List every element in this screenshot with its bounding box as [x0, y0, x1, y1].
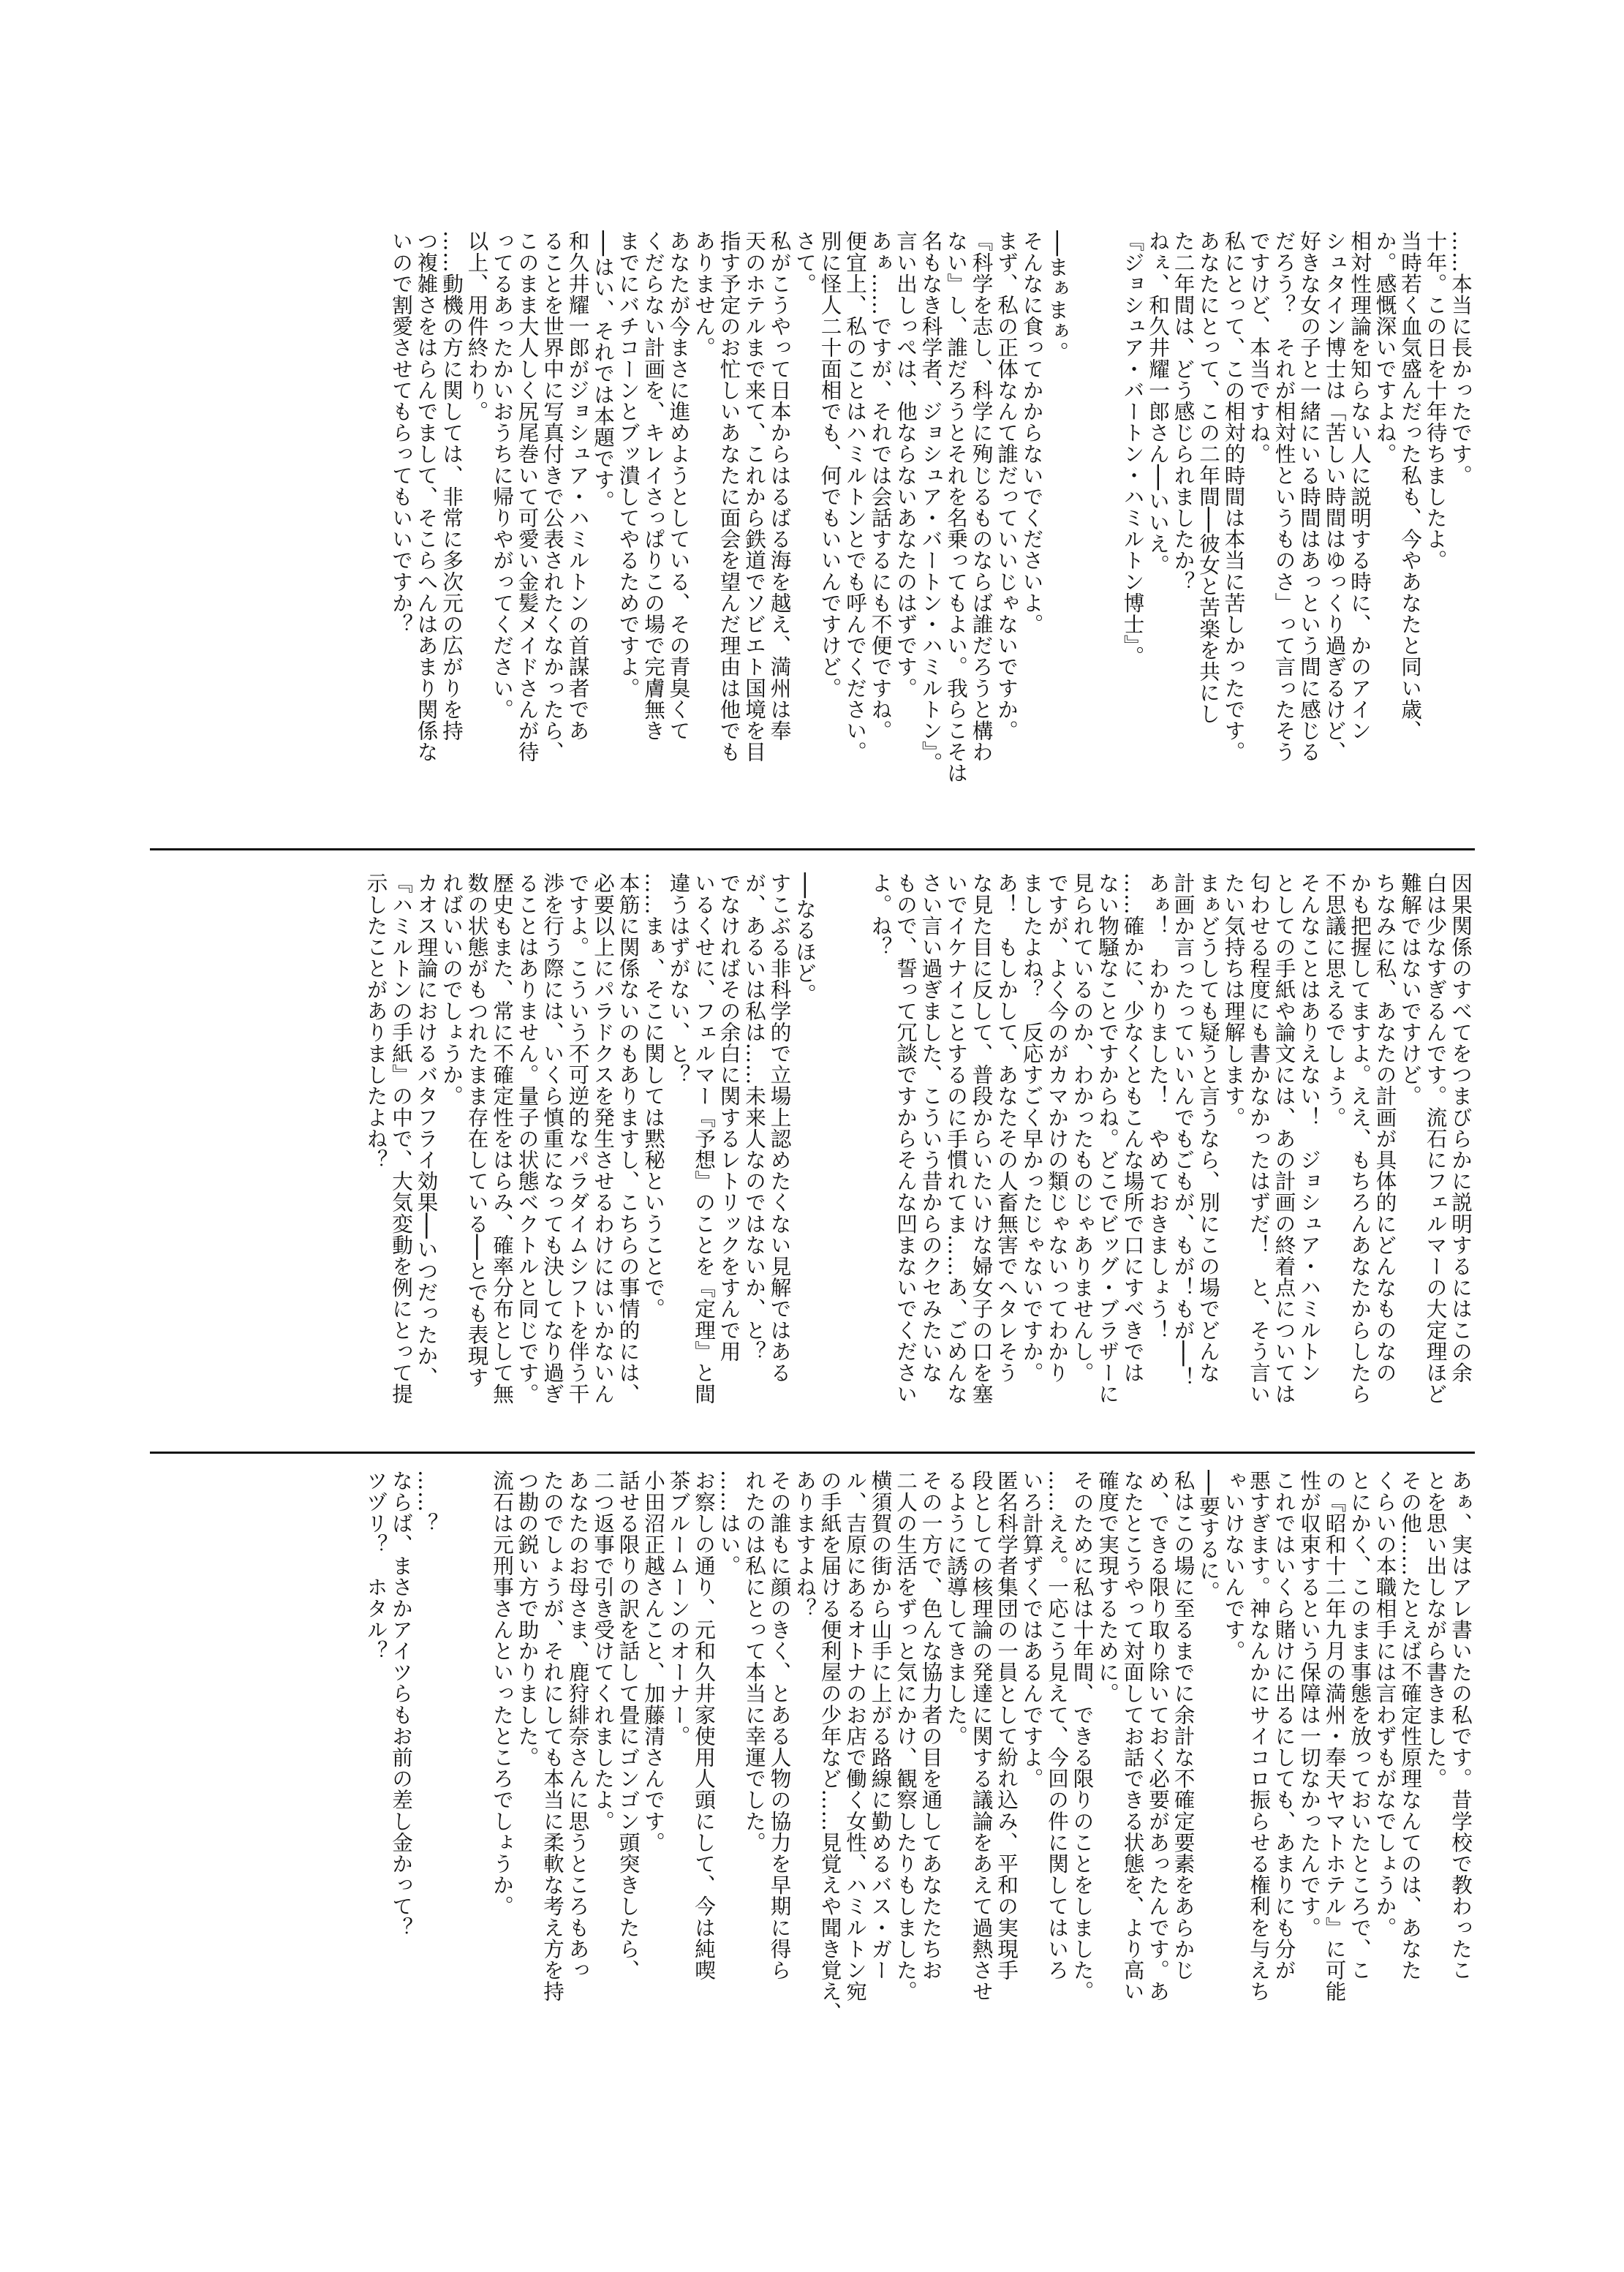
text-line: 匂わせる程度にも書かなかったはずだ！ と、そう言い — [1247, 872, 1272, 1405]
text-line: ってるあったかいおうちに帰りやがってください。 — [490, 230, 515, 720]
text-block-3 — [150, 1470, 1473, 2037]
text-line: でなければその余白に関するレトリックをすんで用 — [717, 872, 742, 1362]
text-line: 匿名科学者集団の一員として紛れ込み、平和の実現手 — [994, 1470, 1019, 1981]
text-line: かも把握してますよ。ええ、もちろんあなたからしたら — [1348, 872, 1372, 1405]
text-line: これではいくら賭けに出るにしても、あまりにも分が — [1272, 1470, 1297, 1981]
text-line — [439, 1470, 465, 2037]
text-line: 好きな女の子と一緒にいる時間はあっという間に感じる — [1297, 230, 1322, 763]
text-line: ……動機の方に関しては、非常に多次元の広がりを持 — [439, 230, 464, 741]
text-line: いるくせに、フェルマー『予想』のことを『定理』と間 — [692, 872, 717, 1405]
text-line: 確度で実現するために。 — [1095, 1470, 1120, 1705]
text-line: その誰もに顔のきく、とある人物の協力を早期に得ら — [767, 1470, 793, 1981]
text-line: ……確かに、少なくともこんな場所で口にすべきでは — [1120, 872, 1146, 1384]
text-line: 指す予定のお忙しいあなたに面会を望んだ理由は他でも — [717, 230, 742, 763]
text-line: ねぇ、和久井耀一郎さん──いいえ。 — [1146, 230, 1171, 575]
text-line: 示したことがありましたよね？ — [363, 872, 389, 1171]
text-line: が、あるいは私は……未来人なのではないか、と？ — [742, 872, 767, 1362]
text-line: 難解ではないですけど。 — [1398, 872, 1423, 1107]
text-line: 名もなき科学者、ジョシュア・バートン・ハミルトン』。 — [918, 230, 944, 774]
text-line: ることを世界中に写真付きで公表されたくなかったら、 — [540, 230, 565, 763]
text-line: 計画か言ったっていいんでもごもが、もが！もが──！ — [1171, 872, 1196, 1388]
text-line: その他……たとえば不確定性原理なんてのは、あなた — [1398, 1470, 1423, 1981]
text-line: 流石は元刑事さんといったところでしょうか。 — [490, 1470, 515, 1917]
text-line: いので割愛させてもらってもいいですか？ — [389, 230, 414, 635]
text-line: お察しの通り、元和久井家使用人頭にして、今は純喫 — [692, 1470, 717, 1981]
text-line: れたのは私にとって本当に幸運でした。 — [742, 1470, 767, 1853]
text-line: たのでしょうが、それにしても本当に柔軟な考え方を持 — [540, 1470, 565, 2002]
text-line: ……まぁ、そこに関しては黙秘ということで。 — [641, 872, 666, 1320]
text-line: とにかく、このまま事態を放っておいたところで、こ — [1348, 1470, 1372, 1981]
text-line: くらいの本職相手には言わずもがなでしょうか。 — [1372, 1470, 1398, 1939]
text-line: ツヅリ？ ホタル？ — [363, 1470, 389, 1661]
text-line: 私はこの場に至るまでに余計な不確定要素をあらかじ — [1171, 1470, 1196, 1981]
text-line: 和久井耀一郎がジョシュア・ハミルトンの首謀者であ — [565, 230, 591, 741]
text-line: 話せる限りの訳を話して畳にゴンゴン頭突きしたら、 — [616, 1470, 641, 1981]
text-line: このまま大人しく尻尾巻いて可愛い金髪メイドさんが待 — [515, 230, 540, 763]
text-line: そのために私は十年間、できる限りのことをしました。 — [1070, 1470, 1095, 2002]
text-line: あぁ、実はアレ書いたの私です。昔学校で教わったこ — [1449, 1470, 1473, 1981]
text-line: るように誘導してきました。 — [944, 1470, 969, 1747]
text-line: 別に怪人二十面相でも、何でもいいんですけど。 — [817, 230, 843, 699]
text-line: ありません。 — [692, 230, 717, 358]
text-line: 二つ返事で引き受けてくれましたよ。 — [591, 1470, 616, 1832]
text-line: あぁ……ですが、それでは会話するにも不便ですね。 — [868, 230, 894, 741]
text-line: 『ハミルトンの手紙』の中で、大気変動を例にとって提 — [389, 872, 414, 1405]
text-line: だろう？ それが相対性というものさ」って言ったそう — [1272, 230, 1297, 763]
text-line: ることはありません。量子の状態ベクトルと同じです。 — [515, 872, 540, 1405]
text-line: ──まぁまぁ。 — [1045, 230, 1070, 363]
text-line: あなたが今まさに進めようとしている、その青臭くて — [666, 230, 692, 741]
text-line: か。感慨深いですよね。 — [1372, 230, 1398, 465]
text-line: 私がこうやって日本からはるばる海を越え、満州は奉 — [767, 230, 793, 741]
text-line: さて。 — [793, 230, 817, 295]
text-line: 相対性理論を知らない人に説明する時に、かのアイン — [1348, 230, 1372, 741]
text-line: ましたよね？ 反応すごく早かったじゃないですか。 — [1019, 872, 1045, 1384]
text-line: まぁどうしても疑うと言うなら、別にこの場でどんな — [1196, 872, 1221, 1384]
text-block-2 — [150, 872, 1473, 1435]
text-line: あなたのお母さま、鹿狩緋奈さんに思うところもあっ — [565, 1470, 591, 1981]
text-line: まず、私の正体なんて誰だっていいじゃないですか。 — [994, 230, 1019, 741]
text-line: 『ジョシュア・バートン・ハミルトン博士』。 — [1120, 230, 1146, 667]
section-divider — [150, 1452, 1475, 1454]
text-line: 言い出しっぺは、他ならないあなたのはずです。 — [894, 230, 918, 699]
text-line: ……はい。 — [717, 1470, 742, 1577]
text-line: シュタイン博士は「苦しい時間はゆっくり過ぎるけど、 — [1322, 230, 1348, 763]
text-line: 二人の生活をずっと気にかけ、観察したりもしました。 — [894, 1470, 918, 2002]
text-line: 見られているのか、わかったものじゃありませんし。 — [1070, 872, 1095, 1384]
text-line: 必要以上にパラドクスを発生させるわけにはいかないん — [591, 872, 616, 1405]
text-line: 白は少なすぎるんです。流石にフェルマーの大定理ほど — [1423, 872, 1449, 1405]
text-line — [1095, 230, 1121, 793]
text-line: た二年間は、どう感じられましたか？ — [1171, 230, 1196, 592]
text-line: ならば、まさかアイツらもお前の差し金かって？ — [389, 1470, 414, 1939]
text-line: いでイケナイことするのに手慣れてま……あ、ごめんな — [944, 872, 969, 1405]
text-line: 因果関係のすべてをつまびらかに説明するにはこの余 — [1449, 872, 1473, 1384]
text-line: の手紙を届ける便利屋の少年など……見覚えや聞き覚え、 — [817, 1470, 843, 2023]
text-line: 天のホテルまで来て、これから鉄道でソビエト国境を目 — [742, 230, 767, 763]
text-line: ですけど、本当ですね。 — [1247, 230, 1272, 465]
text-line: ありますよね？ — [793, 1470, 817, 1619]
text-line — [464, 1470, 490, 2037]
text-line: め、できる限り取り除いておく必要があったんです。あ — [1146, 1470, 1171, 2002]
text-line: 私にとって、この相対的時間は本当に苦しかったです。 — [1221, 230, 1247, 763]
text-line: 数の状態がもつれたまま存在している──とでも表現す — [464, 872, 490, 1388]
text-line: いろ計算ずくではあるんですよ。 — [1019, 1470, 1045, 1789]
text-line: なたとこうやって対面してお話できる状態を、より高い — [1120, 1470, 1146, 2002]
text-line: ──なるほど。 — [793, 872, 817, 1005]
text-line: ちなみに私、あなたの計画が具体的にどんなものなの — [1372, 872, 1398, 1384]
text-line: 性が収束するという保障は一切なかったんです。 — [1297, 1470, 1322, 1939]
text-line: 歴史もまた、常に不確定性をはらみ、確率分布として無 — [490, 872, 515, 1405]
text-line: 茶ブルームーンのオーナー。 — [666, 1470, 692, 1747]
text-line: な見た目に反して、普段からいたいけな婦女子の口を塞 — [969, 872, 994, 1405]
text-line: ない物騒なことですからね。どこでビッグ・ブラザーに — [1095, 872, 1120, 1405]
text-line: 十年。この日を十年待ちましたよ。 — [1423, 230, 1449, 571]
text-line: までにバチコーンとブッ潰してやるためですよ。 — [616, 230, 641, 699]
text-line: ……ええ。一応こう見えて、今回の件に関してはいろ — [1045, 1470, 1070, 1981]
text-line: とを思い出しながら書きました。 — [1423, 1470, 1449, 1789]
text-line: ない』し、誰だろうとそれを名乗ってもよい。我らこそは — [944, 230, 969, 784]
text-line: 悪すぎます。神なんかにサイコロ振らせる権利を与えち — [1247, 1470, 1272, 2002]
text-line: すこぶる非科学的で立場上認めたくない見解ではある — [767, 872, 793, 1384]
text-line: さい言い過ぎました、こういう昔からのクセみたいな — [918, 872, 944, 1384]
text-line: よ。ね？ — [868, 872, 894, 958]
text-line: くだらない計画を、キレイさっぱりこの場で完膚無き — [641, 230, 666, 741]
text-line: つ複雑さをはらんでまして、そこらへんはあまり関係な — [414, 230, 439, 763]
text-line: 本筋に関係ないのもありますし、こちらの事情的には、 — [616, 872, 641, 1405]
text-line: カオス理論におけるバタフライ効果──いつだったか、 — [414, 872, 439, 1388]
text-line: ……？ — [414, 1470, 439, 1534]
text-line — [843, 872, 869, 1435]
text-line: ですよ。こういう不可逆的なパラダイムシフトを伴う干 — [565, 872, 591, 1405]
text-line: あぁ！ わかりました！ やめておきましょう！ — [1146, 872, 1171, 1341]
text-line: つ勘の鋭い方で助かりました。 — [515, 1470, 540, 1768]
text-line: としての手紙や論文には、あの計画の終着点については — [1272, 872, 1297, 1405]
text-line: ゃいけないんです。 — [1221, 1470, 1247, 1661]
text-line: 『科学を志し、科学に殉じるものならば誰だろうと構わ — [969, 230, 994, 763]
text-line: もので、誓って冗談ですからそんな凹まないでください — [894, 872, 918, 1405]
text-line: ればいいのでしょうか。 — [439, 872, 464, 1107]
text-line: そんなに食ってかからないでくださいよ。 — [1019, 230, 1045, 635]
text-line: ……本当に長かったです。 — [1449, 230, 1473, 486]
text-line: あなたにとって、この二年間──彼女と苦楽を共にし — [1196, 230, 1221, 725]
text-line: あ！ もしかして、あなたその人畜無害でヘタレそう — [994, 872, 1019, 1384]
text-line: 以上、用件終わり。 — [464, 230, 490, 422]
text-line — [817, 872, 843, 1435]
text-line: 当時若く血気盛んだった私も、今やあなたと同い歳、 — [1398, 230, 1423, 741]
text-line: 横須賀の街から山手に上がる路線に勤めるバス・ガー — [868, 1470, 894, 1981]
text-line: 違うはずがない、と？ — [666, 872, 692, 1085]
text-line: 段としての核理論の発達に関する議論をあえて過熱させ — [969, 1470, 994, 2002]
text-line: の『昭和十二年九月の満州・奉天ヤマトホテル』に可能 — [1322, 1470, 1348, 2002]
text-line: ル、吉原にあるオトナのお店で働く女性、ハミルトン宛 — [843, 1470, 868, 2002]
text-line: そんなことはありえない！ ジョシュア・ハミルトン — [1297, 872, 1322, 1384]
text-line: ──はい、それでは本題です。 — [591, 230, 616, 512]
text-line: 渉を行う際には、いくら慎重になっても決してなり過ぎ — [540, 872, 565, 1405]
text-line: 不思議に思えるでしょう。 — [1322, 872, 1348, 1128]
text-block-1 — [150, 230, 1473, 793]
text-line: その一方で、色んな協力者の目を通してあなたたちお — [918, 1470, 944, 1981]
section-divider — [150, 848, 1475, 850]
text-line: ですが、よく今のがカマかけの類じゃないってわかり — [1045, 872, 1070, 1384]
text-line: ──要するに。 — [1196, 1470, 1221, 1602]
text-line: 小田沼正越さんこと、加藤清さんです。 — [641, 1470, 666, 1853]
text-line — [1070, 230, 1095, 793]
text-line: たい気持ちは理解します。 — [1221, 872, 1247, 1128]
text-line: 便宜上、私のことはハミルトンとでも呼んでください。 — [843, 230, 868, 763]
